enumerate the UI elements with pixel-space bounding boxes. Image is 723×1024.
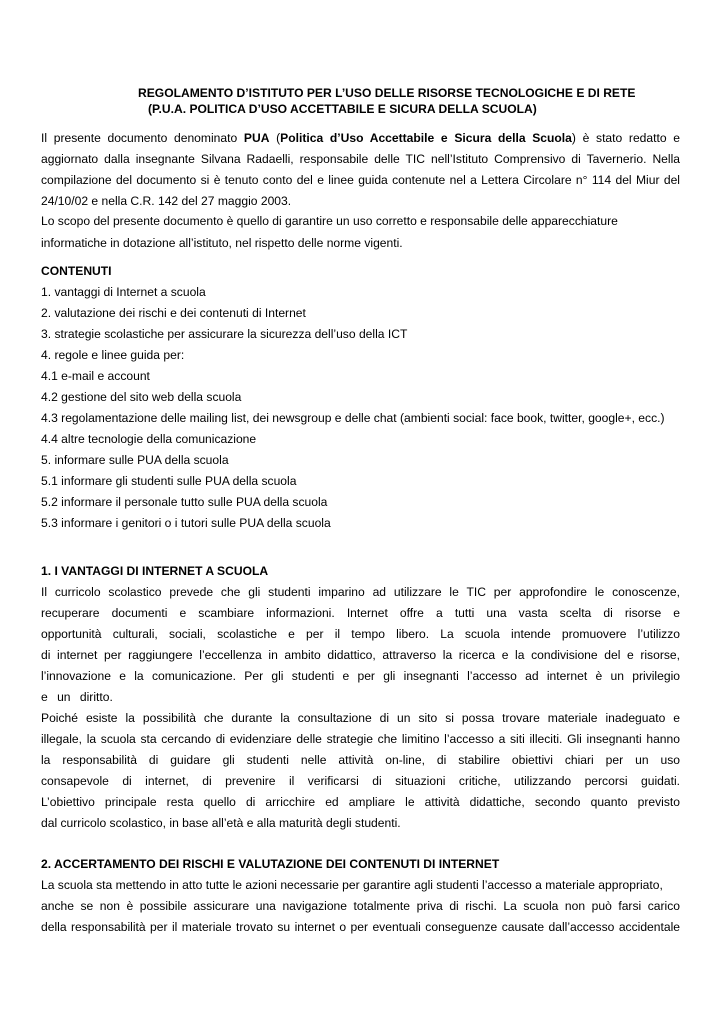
contents-item: 5.3 informare i genitori o i tutori sulle PUA della scuola (41, 516, 331, 530)
contents-item: 4.3 regolamentazione delle mailing list, dei newsgroup e delle chat (ambienti social: face book, twitter, google+, ecc.) (41, 411, 665, 425)
pua-acronym: PUA (243, 131, 270, 145)
contents-item: 5.2 informare il personale tutto sulle PUA della scuola (41, 495, 328, 509)
document-title-line-2: (P.U.A. POLITICA D’USO ACCETTABILE E SICURA DELLA SCUOLA) (148, 102, 537, 116)
intro-line-4: 24/10/02 e nella C.R. 142 del 27 maggio 2003. (41, 194, 292, 208)
section-1-heading: 1. I VANTAGGI DI INTERNET A SCUOLA (41, 564, 269, 578)
section-1-line: illegale, la scuola sta cercando di evidenziare delle strategie che limitino l’accesso a siti illeciti. Gli insegnanti hanno (41, 732, 680, 746)
contents-item: 4.1 e-mail e account (41, 369, 150, 383)
contents-item: 3. strategie scolastiche per assicurare la sicurezza dell’uso della ICT (41, 327, 408, 341)
intro-text: Il presente documento denominato (41, 131, 244, 145)
intro-text: ( (269, 131, 281, 145)
section-1-line: Il curricolo scolastico prevede che gli studenti imparino ad utilizzare le TIC per approfondire le conoscenze, (41, 585, 680, 599)
contents-item: 4. regole e linee guida per: (41, 348, 185, 362)
document-title-line-1: REGOLAMENTO D’ISTITUTO PER L’USO DELLE RISORSE TECNOLOGICHE E DI RETE (138, 86, 636, 100)
contents-item: 5. informare sulle PUA della scuola (41, 453, 229, 467)
section-1-line: consapevole di internet, di prevenire il verificarsi di situazioni critiche, utilizzando percorsi guidati. (41, 774, 680, 788)
section-1-line: L’obiettivo principale resta quello di arricchire ed ampliare le attività didattiche, secondo quanto previsto (41, 795, 680, 809)
contents-item: 5.1 informare gli studenti sulle PUA della scuola (41, 474, 297, 488)
section-1-line: Poiché esiste la possibilità che durante la consultazione di un sito si possa trovare materiale inadeguato e (41, 711, 680, 725)
section-2-heading: 2. ACCERTAMENTO DEI RISCHI E VALUTAZIONE DEI CONTENUTI DI INTERNET (41, 857, 500, 871)
intro-line-2: aggiornato dalla insegnante Silvana Radaelli, responsabile delle TIC nell’Istituto Comprensivo di Tavernerio. Nella (41, 152, 680, 166)
contents-heading: CONTENUTI (41, 264, 112, 278)
contents-item: 2. valutazione dei rischi e dei contenuti di Internet (41, 306, 306, 320)
intro-line-5: Lo scopo del presente documento è quello di garantire un uso corretto e responsabile delle apparecchiature (41, 214, 618, 228)
intro-line-1 (41, 131, 680, 145)
intro-line-6: informatiche in dotazione all’istituto, nel rispetto delle norme vigenti. (41, 236, 403, 250)
contents-item: 4.2 gestione del sito web della scuola (41, 390, 242, 404)
section-1-line: recuperare documenti e scambiare informazioni. Internet offre a tutti una vasta scelta di risorse e (41, 606, 680, 620)
section-2-line: anche se non è possibile assicurare una navigazione totalmente priva di rischi. La scuola non può farsi carico (41, 899, 680, 913)
intro-line-3: compilazione del documento si è tenuto conto del e linee guida contenute nel a Lettera Circolare n° 114 del Miur del (41, 173, 680, 187)
section-2-line: della responsabilità per il materiale trovato su internet o per eventuali conseguenze causate dall’accesso accidentale (41, 920, 680, 934)
intro-text: ) è stato redatto e (571, 131, 680, 145)
contents-item: 4.4 altre tecnologie della comunicazione (41, 432, 257, 446)
contents-item: 1. vantaggi di Internet a scuola (41, 285, 206, 299)
section-2-line: La scuola sta mettendo in atto tutte le azioni necessarie per garantire agli studenti l’accesso a materiale appropriato, (41, 878, 663, 892)
section-1-line: l’innovazione e la comunicazione. Per gli studenti e per gli insegnanti l’accesso ad internet è un privilegio (41, 669, 680, 683)
section-1-line: e un diritto. (41, 690, 113, 704)
section-1-line: la responsabilità di guidare gli studenti nelle attività on-line, di stabilire obiettivi chiari per un uso (41, 753, 680, 767)
section-1-line: opportunità culturali, sociali, scolastiche e per il tempo libero. La scuola intende promuovere l’utilizzo (41, 627, 680, 641)
pua-full-name: Politica d’Uso Accettabile e Sicura della Scuola (280, 131, 572, 145)
section-1-line: dal curricolo scolastico, in base all’età e alla maturità degli studenti. (41, 816, 401, 830)
section-1-line: di internet per raggiungere l’eccellenza in ambito didattico, attraverso la ricerca e la condivisione del e risorse, (41, 648, 680, 662)
